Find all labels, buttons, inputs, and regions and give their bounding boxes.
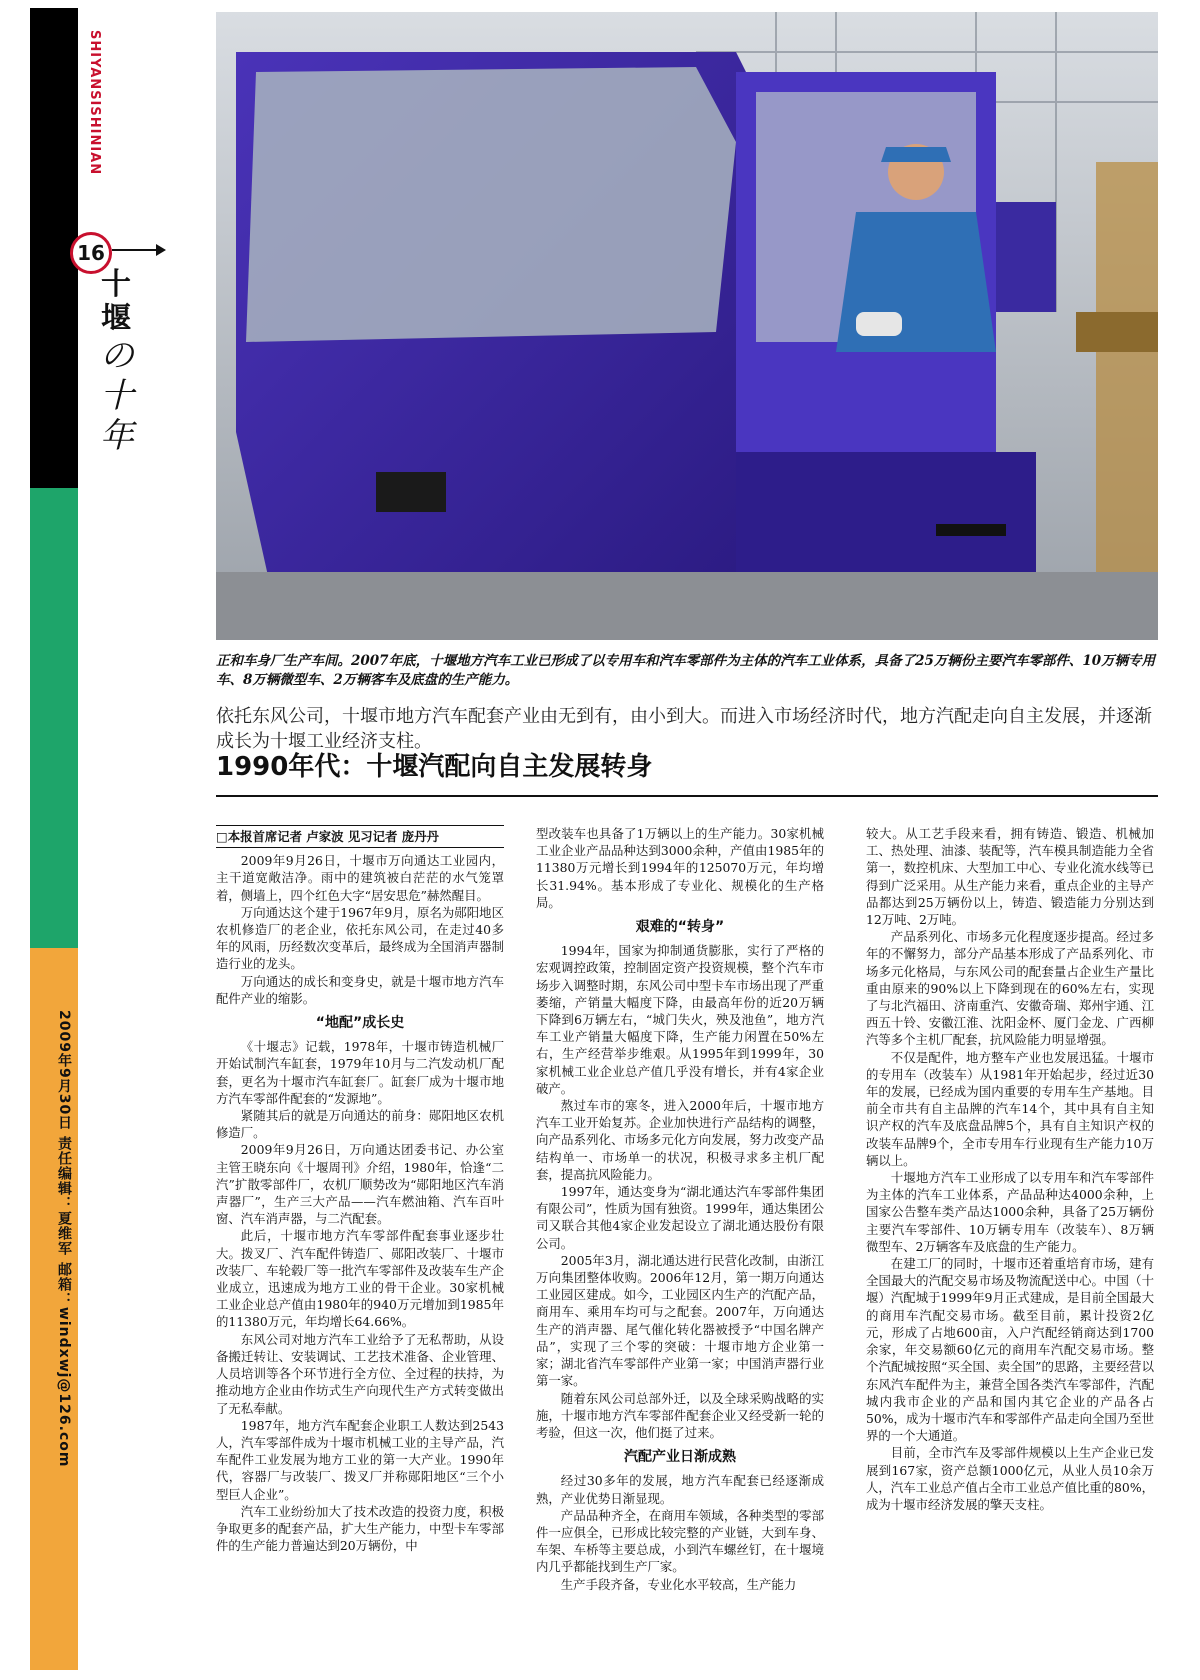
body-paragraph: 目前，全市汽车及零部件规模以上生产企业已发展到167家，资产总额1000亿元，从业人员10余万人，汽车工业总产值占全市工业总产值比重的80%，成为十堰市经济发展的擎天支柱。 bbox=[866, 1445, 1154, 1512]
body-paragraph: 1987年，地方汽车配套企业职工人数达到2543人，汽车零部件成为十堰市机械工业的主导产品，汽车配件工业发展为地方工业的第一大产业。1990年代，容器厂与改装厂、拨叉厂并称郧阳地区“三个小型巨人企业”。 bbox=[216, 1417, 504, 1502]
body-paragraph: 在建工厂的同时，十堰市还着重培育市场，建有全国最大的汽配交易市场及物流配送中心。中国（十堰）汽配城于1999年9月正式建成，是目前全国最大的商用车汽配交易市场。截至目前，累计投资2亿元，形成了占地600亩，入户汽配经销商达到1700余家，年交易额60亿元的商用车汽配交易市场。整个汽配城按照“买全国、卖全国”的思路，主要经营以东风汽车配件为主，兼营全国各类汽车零部件，汽配城内我市企业的产品和国内其它企业的产品各占50%，成为十堰市汽车和零部件产品走向全国乃至世界的一个大通道。 bbox=[866, 1256, 1154, 1444]
body-paragraph: 经过30多年的发展，地方汽车配套已经逐渐成熟，产业优势日渐显现。 bbox=[536, 1473, 824, 1506]
body-paragraph: 较大。从工艺手段来看，拥有铸造、锻造、机械加工、热处理、油漆、装配等，汽车模具制造能力全省第一，数控机床、大型加工中心、专业化流水线等已得到广泛采用。从生产能力来看，重点企业的主导产品都达到25万辆份以上，铸造、锻造能力分别达到12万吨、2万吨。 bbox=[866, 826, 1154, 928]
body-paragraph: 型改装车也具备了1万辆以上的生产能力。30家机械工业企业产品品种达到3000余种，产值由1985年的11380万元增长到1994年的125070万元，年均增长31.94%。基本形成了专业化、规模化的生产格局。 bbox=[536, 826, 824, 910]
body-paragraph: 1994年，国家为抑制通货膨胀，实行了严格的宏观调控政策，控制固定资产投资规模，整个汽车市场步入调整时期，东风公司中型卡车市场出现了严重萎缩，产销量大幅度下降，由最高年份的近20万辆下降到6万辆左右，“城门失火，殃及池鱼”，地方汽车工业产销量大幅度下降，生产能力闲置在50%左右，生产经营举步维艰。从1995年到1999年，30家机械工业企业总产值几乎没有增长，并有4家企业破产。 bbox=[536, 943, 824, 1096]
arrow-right-icon bbox=[112, 249, 164, 251]
body-paragraph: 随着东风公司总部外迁，以及全球采购战略的实施，十堰市地方汽车零部件配套企业又经受新一轮的考验，但这一次，他们挺了过来。 bbox=[536, 1390, 824, 1440]
article-column-1 bbox=[216, 825, 504, 1554]
body-paragraph: 2009年9月26日，十堰市万向通达工业园内，主干道宽敞洁净。雨中的建筑被白茫茫的水气笼罩着，侧墙上，四个红色大字“居安思危”赫然醒目。 bbox=[216, 853, 504, 903]
article-column-3 bbox=[866, 825, 1154, 1513]
section-subhead: 艰难的“转身” bbox=[635, 919, 725, 936]
body-paragraph: 生产手段齐备，专业化水平较高，生产能力 bbox=[560, 1576, 797, 1592]
sidebar-green-band bbox=[30, 488, 78, 948]
body-paragraph: 产品品种齐全，在商用车领域，各种类型的零部件一应俱全，已形成比较完整的产业链，大到车身、车架、车桥等主要总成，小到汽车螺丝钉，在十堰境内几乎都能找到生产厂家。 bbox=[536, 1507, 824, 1575]
body-paragraph: 不仅是配件，地方整车产业也发展迅猛。十堰市的专用车（改装车）从1981年开始起步，经过近30年的发展，已经成为国内重要的专用车生产基地。目前全市共有自主品牌的汽车14个，其中具有自主知识产权的汽车及底盘品牌5个，具有自主知识产权的改装车品牌9个，全市专用车行业现有生产能力10万辆以上。 bbox=[866, 1049, 1154, 1168]
column-title: 十堰 bbox=[101, 267, 131, 336]
body-paragraph: 此后，十堰市地方汽车零部件配套事业逐步壮大。拨叉厂、汽车配件铸造厂、郧阳改装厂、十堰市改装厂、车轮毂厂等一批汽车零部件及改装车生产企业成立，迅速成为地方工业的骨干企业。30家机械工业企业总产值由1980年的940万元增加到1985年的11380万元，年均增长64.66%。 bbox=[216, 1228, 504, 1330]
column-1-body bbox=[216, 852, 504, 1554]
brand-vertical-text: SHIYANSISHINIAN bbox=[87, 30, 102, 176]
headline-rule bbox=[216, 795, 1158, 797]
section-subhead: “地配”成长史 bbox=[315, 1015, 405, 1032]
page-number-badge: 16 bbox=[70, 232, 112, 274]
body-paragraph: 2005年3月，湖北通达进行民营化改制，由浙江万向集团整体收购。2006年12月，第一期万向通达工业园区建成。如今，工业园区内生产的汽配产品，商用车、乘用车均可与之配套。2007年，万向通达生产的消声器、尾气催化转化器被授予“中国名牌产品”，实现了三个零的突破：十堰市地方企业第一家；湖北省汽车零部件产业第一家；中国消声器行业第一家。 bbox=[536, 1252, 824, 1389]
photo-caption: 正和车身厂生产车间。2007年底，十堰地方汽车工业已形成了以专用车和汽车零部件为主体的汽车工业体系，具备了25万辆份主要汽车零部件、10万辆专用车、8万辆微型车、2万辆客车及底盘的生产能力。 bbox=[216, 653, 1156, 688]
column-script-logo: の十年 bbox=[100, 336, 134, 456]
body-paragraph: 万向通达这个建于1967年9月，原名为郧阳地区农机修造厂的老企业，依托东风公司，在走过40多年的风雨，历经数次变革后，最终成为全国消声器制造行业的龙头。 bbox=[216, 904, 504, 972]
body-paragraph: 《十堰志》记载，1978年，十堰市铸造机械厂开始试制汽车缸套，1979年10月与二汽发动机厂配套，更名为十堰市汽车缸套厂。缸套厂成为十堰市地方汽车零部件配套的“发源地”。 bbox=[216, 1039, 504, 1106]
lede-paragraph: 依托东风公司，十堰市地方汽车配套产业由无到有，由小到大。而进入市场经济时代，地方汽配走向自主发展，并逐渐成长为十堰工业经济支柱。 bbox=[216, 706, 1152, 752]
byline: □本报首席记者 卢家波 见习记者 庞丹丹 bbox=[216, 825, 504, 848]
body-paragraph: 十堰地方汽车工业形成了以专用车和汽车零部件为主体的汽车工业体系，产品品种达4000余种，上国家公告整车类产品达1000余种，具备了25万辆份主要汽车零部件、10万辆专用车（改装车）、8万辆微型车、2万辆客车及底盘的生产能力。 bbox=[866, 1170, 1154, 1254]
body-paragraph: 2009年9月26日，万向通达团委书记、办公室主管王晓东向《十堰周刊》介绍，1980年，恰逢“二汽”扩散零部件厂，农机厂顺势改为“郧阳地区汽车消声器厂”，生产三大产品——汽车燃油箱、汽车百叶窗、汽车消声器，与二汽配套。 bbox=[216, 1142, 504, 1227]
section-subhead: 汽配产业日渐成熟 bbox=[624, 1449, 736, 1466]
body-paragraph: 紧随其后的就是万向通达的前身：郧阳地区农机修造厂。 bbox=[216, 1108, 504, 1141]
body-paragraph: 产品系列化、市场多元化程度逐步提高。经过多年的不懈努力，部分产品基本形成了产品系列化、市场多元化格局，与东风公司的配套量占企业生产量比重由原来的90%以上下降到现在的60%左右，实现了与北汽福田、济南重汽、安徽奇瑞、郑州宇通、江西五十铃、安徽江淮、沈阳金杯、厦门金龙、广西柳汽等多个主机厂配套，抗风险能力明显增强。 bbox=[866, 929, 1154, 1048]
body-paragraph: 东风公司对地方汽车工业给予了无私帮助，从设备搬迁转让、安装调试、工艺技术准备、企业管理、人员培训等各个环节进行全方位、全过程的扶持，为推动地方企业由作坊式生产向现代生产方式转变做出了无私奉献。 bbox=[216, 1331, 504, 1416]
body-paragraph: 1997年，通达变身为“湖北通达汽车零部件集团有限公司”，性质为国有独资。1999年，通达集团公司又联合其他4家企业发起设立了湖北通达股份有限公司。 bbox=[536, 1184, 824, 1251]
date-editor-line: 2009年9月30日 责任编辑：夏维军 邮箱：windxwj@126.com bbox=[56, 1010, 72, 1468]
body-paragraph: 汽车工业纷纷加大了技术改造的投资力度，积极争取更多的配套产品，扩大生产能力，中型卡车零部件的生产能力普遍达到20万辆份，中 bbox=[216, 1503, 504, 1554]
factory-photo-illustration bbox=[216, 12, 1158, 640]
article-column-2 bbox=[536, 825, 824, 1593]
article-headline: 1990年代：十堰汽配向自主发展转身 bbox=[216, 752, 653, 782]
factory-photo bbox=[216, 12, 1158, 640]
body-paragraph: 万向通达的成长和变身史，就是十堰市地方汽车配件产业的缩影。 bbox=[216, 973, 504, 1006]
body-paragraph: 熬过车市的寒冬，进入2000年后，十堰市地方汽车工业开始复苏。企业加快进行产品结构的调整，向产品系列化、市场多元化方向发展，努力改变产品结构单一、市场单一的状况，积极寻求多主机厂配套，提高抗风险能力。 bbox=[536, 1098, 824, 1182]
